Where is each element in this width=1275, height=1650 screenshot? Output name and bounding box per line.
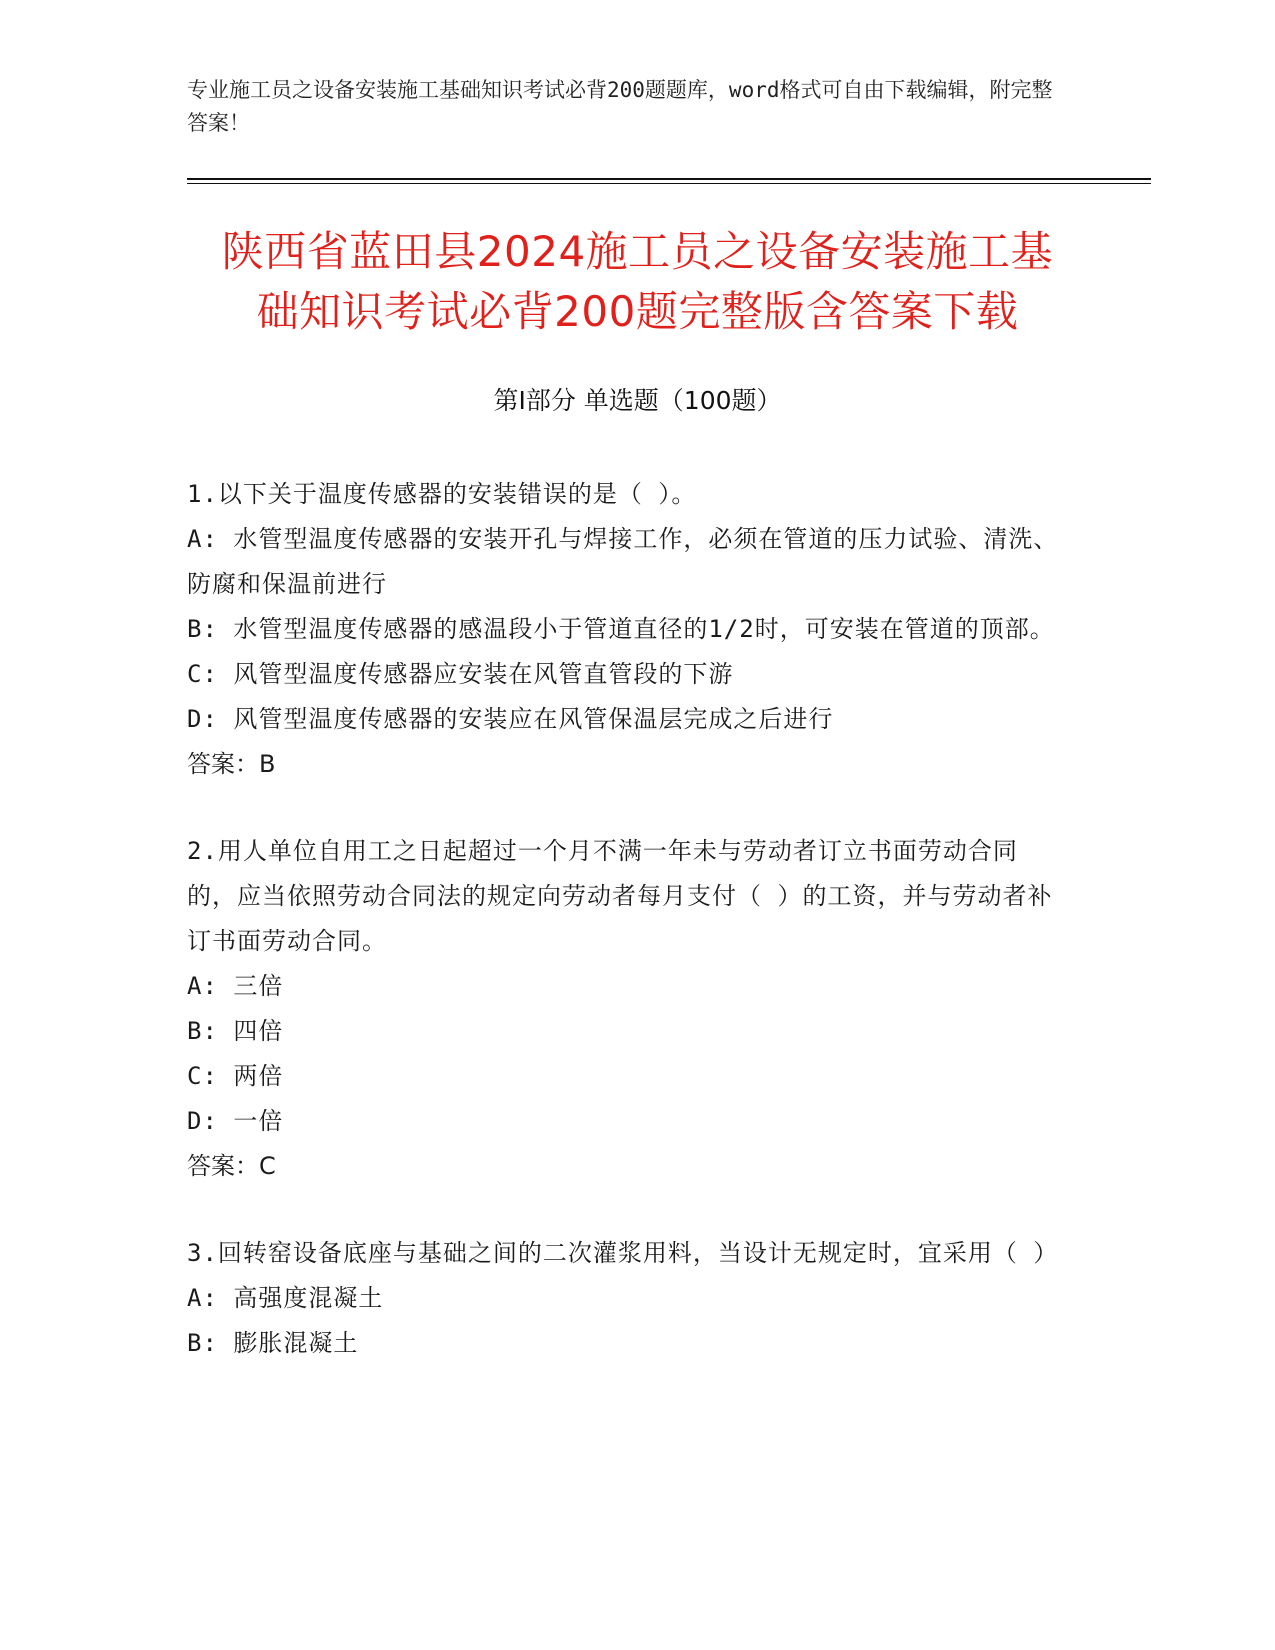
question-1 (187, 472, 1067, 787)
title-line-1: 陕西省蓝田县2024施工员之设备安装施工基 (221, 227, 1054, 276)
option-b: B: 四倍 (187, 1017, 284, 1045)
question-2 (187, 829, 1067, 1189)
section-title: 第Ⅰ部分 单选题（100题） (493, 386, 782, 415)
answer: 答案：B (187, 750, 276, 778)
question-3 (187, 1231, 1067, 1366)
answer: 答案：C (187, 1152, 276, 1180)
header-divider (187, 178, 1151, 180)
document-title (150, 222, 1125, 342)
question-stem: 1.以下关于温度传感器的安装错误的是（ ）。 (187, 480, 697, 508)
header-divider-thin (187, 183, 1151, 184)
option-a: A: 高强度混凝土 (187, 1284, 384, 1312)
title-line-2: 础知识考试必背200题完整版含答案下载 (256, 287, 1019, 336)
header-note: 专业施工员之设备安装施工基础知识考试必背200题题库，word格式可自由下载编辑，附完整答案！ (187, 78, 1053, 135)
question-list (187, 472, 1067, 1408)
option-d: D: 一倍 (187, 1107, 284, 1135)
option-c: C: 风管型温度传感器应安装在风管直管段的下游 (187, 660, 734, 688)
question-stem: 2.用人单位自用工之日起超过一个月不满一年未与劳动者订立书面劳动合同的，应当依照劳动合同法的规定向劳动者每月支付（ ）的工资，并与劳动者补订书面劳动合同。 (187, 837, 1053, 955)
option-a: A: 水管型温度传感器的安装开孔与焊接工作，必须在管道的压力试验、清洗、防腐和保温前进行 (187, 525, 1059, 598)
option-a: A: 三倍 (187, 972, 284, 1000)
option-b: B: 水管型温度传感器的感温段小于管道直径的1/2时，可安装在管道的顶部。 (187, 615, 1055, 643)
option-c: C: 两倍 (187, 1062, 284, 1090)
option-b: B: 膨胀混凝土 (187, 1329, 359, 1357)
question-stem: 3.回转窑设备底座与基础之间的二次灌浆用料，当设计无规定时，宜采用（ ） (187, 1239, 1059, 1267)
option-d: D: 风管型温度传感器的安装应在风管保温层完成之后进行 (187, 705, 834, 733)
